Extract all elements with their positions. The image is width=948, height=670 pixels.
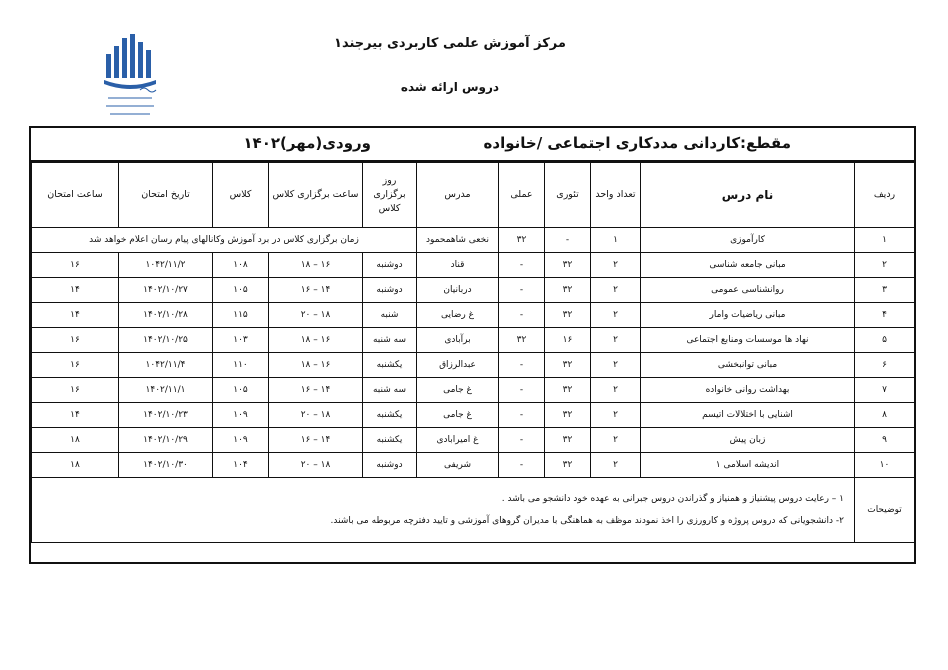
cell-no: ۷ [855, 378, 915, 403]
table-row [32, 303, 915, 328]
cell-units: ۱ [591, 228, 641, 253]
cell-exam-date: ۱۴۰۲/۱۰/۲۷ [119, 278, 213, 303]
cell-theory: ۳۲ [545, 303, 591, 328]
cell-exam-time: ۱۸ [32, 453, 119, 478]
cell-teacher: نخعی شاهمحمود [417, 228, 499, 253]
cell-time: ۱۴ – ۱۶ [269, 428, 363, 453]
cell-units: ۲ [591, 378, 641, 403]
cell-teacher: غ جامی [417, 378, 499, 403]
cell-exam-date: ۱۴۰۲/۱۰/۲۳ [119, 403, 213, 428]
cell-teacher: غ امیرابادی [417, 428, 499, 453]
cell-practical: - [499, 278, 545, 303]
cell-units: ۲ [591, 253, 641, 278]
cell-practical: - [499, 453, 545, 478]
col-header-exam-time: ساعت امتحان [32, 163, 119, 228]
cell-no: ۲ [855, 253, 915, 278]
cell-practical: - [499, 353, 545, 378]
cell-day: دوشنبه [363, 278, 417, 303]
course-table [31, 162, 915, 543]
page-subtitle: دروس ارائه شده [400, 80, 500, 94]
cell-day: سه شنبه [363, 328, 417, 353]
cell-practical: ۳۲ [499, 328, 545, 353]
cell-exam-time: ۱۶ [32, 353, 119, 378]
cell-no: ۹ [855, 428, 915, 453]
cell-room: ۱۱۵ [213, 303, 269, 328]
cell-teacher: عبدالرزاق [417, 353, 499, 378]
cell-practical: - [499, 428, 545, 453]
cell-room: ۱۰۹ [213, 403, 269, 428]
cell-room: ۱۱۰ [213, 353, 269, 378]
cell-teacher: قناد [417, 253, 499, 278]
notes-content [32, 478, 855, 543]
cell-units: ۲ [591, 328, 641, 353]
cell-day: دوشنبه [363, 253, 417, 278]
cell-day: یکشنبه [363, 353, 417, 378]
cell-exam-date: ۱۴۰۲/۱۰/۲۵ [119, 328, 213, 353]
cell-theory: ۳۲ [545, 353, 591, 378]
cell-theory: ۳۲ [545, 278, 591, 303]
table-row [32, 228, 915, 253]
col-header-teacher: مدرس [417, 163, 499, 228]
cell-units: ۲ [591, 428, 641, 453]
cell-units: ۲ [591, 453, 641, 478]
cell-day: دوشنبه [363, 453, 417, 478]
cell-exam-time: ۱۴ [32, 403, 119, 428]
cell-name: کارآموزی [641, 228, 855, 253]
cell-name: روانشناسی عمومی [641, 278, 855, 303]
cell-exam-time: ۱۴ [32, 278, 119, 303]
cell-theory: ۳۲ [545, 453, 591, 478]
cell-exam-date: ۱۴۰۲/۱۰/۳۰ [119, 453, 213, 478]
notes-row [32, 478, 915, 543]
cell-name: اندیشه اسلامی ۱ [641, 453, 855, 478]
table-row [32, 378, 915, 403]
cell-teacher: برآبادی [417, 328, 499, 353]
col-header-day: روز برگزاری کلاس [363, 163, 417, 228]
cell-day: شنبه [363, 303, 417, 328]
cell-exam-time: ۱۴ [32, 303, 119, 328]
cell-time: ۱۸ – ۲۰ [269, 403, 363, 428]
cell-room: ۱۰۵ [213, 378, 269, 403]
section-title: مقطع:کاردانی مددکاری اجتماعی /خانواده [483, 134, 791, 152]
cell-time: ۱۸ – ۲۰ [269, 453, 363, 478]
table-row [32, 353, 915, 378]
cell-practical: - [499, 253, 545, 278]
col-header-name: نام درس [641, 163, 855, 228]
cell-exam-time: ۱۸ [32, 428, 119, 453]
cell-teacher: غ جامی [417, 403, 499, 428]
schedule-header-band [31, 128, 914, 162]
cell-exam-time: ۱۶ [32, 378, 119, 403]
col-header-units: تعداد واحد [591, 163, 641, 228]
cell-day: یکشنبه [363, 403, 417, 428]
cell-no: ۴ [855, 303, 915, 328]
cell-name: مبانی ریاضیات وامار [641, 303, 855, 328]
institution-title: مرکز آموزش علمی کاربردی بیرجند۱ [334, 36, 566, 51]
table-header-row [32, 163, 915, 228]
cell-theory: ۳۲ [545, 253, 591, 278]
table-row [32, 428, 915, 453]
cell-time: ۱۴ – ۱۶ [269, 378, 363, 403]
cell-units: ۲ [591, 278, 641, 303]
cell-theory: - [545, 228, 591, 253]
cell-room: ۱۰۳ [213, 328, 269, 353]
cell-name: زبان پیش [641, 428, 855, 453]
cell-units: ۲ [591, 353, 641, 378]
col-header-no: ردیف [855, 163, 915, 228]
cell-theory: ۳۲ [545, 403, 591, 428]
cell-no: ۶ [855, 353, 915, 378]
cell-room: ۱۰۹ [213, 428, 269, 453]
cell-schedule-note: زمان برگزاری کلاس در برد آموزش وکانالهای پیام رسان اعلام خواهد شد [32, 228, 417, 253]
cell-time: ۱۸ – ۲۰ [269, 303, 363, 328]
entry-title: ورودی(مهر)۱۴۰۲ [243, 134, 371, 152]
col-header-practical: عملی [499, 163, 545, 228]
cell-no: ۵ [855, 328, 915, 353]
cell-name: نهاد ها موسسات ومنابع اجتماعی [641, 328, 855, 353]
cell-time: ۱۶ – ۱۸ [269, 353, 363, 378]
cell-exam-date: ۱۰۴۲/۱۱/۴ [119, 353, 213, 378]
cell-teacher: شریفی [417, 453, 499, 478]
cell-room: ۱۰۴ [213, 453, 269, 478]
table-row [32, 328, 915, 353]
note-line-2: ۲- دانشجویانی که دروس پروژه و کارورزی را اخذ نمودند موظف به هماهنگی با مدیران گروهای آموزشی و تایید دفترچه مربوطه می باشند. [330, 516, 844, 526]
cell-units: ۲ [591, 403, 641, 428]
cell-name: بهداشت روانی خانواده [641, 378, 855, 403]
table-row [32, 403, 915, 428]
cell-practical: - [499, 303, 545, 328]
cell-teacher: دربانیان [417, 278, 499, 303]
col-header-theory: تئوری [545, 163, 591, 228]
cell-no: ۸ [855, 403, 915, 428]
table-row [32, 253, 915, 278]
col-header-exam-date: تاریخ امتحان [119, 163, 213, 228]
col-header-time: ساعت برگزاری کلاس [269, 163, 363, 228]
cell-exam-date: ۱۴۰۲/۱۱/۱ [119, 378, 213, 403]
cell-no: ۳ [855, 278, 915, 303]
cell-units: ۲ [591, 303, 641, 328]
cell-day: سه شنبه [363, 378, 417, 403]
cell-name: مبانی توانبخشی [641, 353, 855, 378]
cell-theory: ۱۶ [545, 328, 591, 353]
cell-practical: ۳۲ [499, 228, 545, 253]
schedule-frame [29, 126, 916, 564]
cell-practical: - [499, 403, 545, 428]
cell-practical: - [499, 378, 545, 403]
cell-exam-time: ۱۶ [32, 253, 119, 278]
cell-no: ۱۰ [855, 453, 915, 478]
cell-theory: ۳۲ [545, 378, 591, 403]
cell-teacher: غ رضایی [417, 303, 499, 328]
note-line-1: ۱ – رعایت دروس پیشنیاز و همنیاز و گذراندن دروس جبرانی به عهده خود دانشجو می باشد . [501, 494, 844, 504]
cell-time: ۱۶ – ۱۸ [269, 253, 363, 278]
cell-no: ۱ [855, 228, 915, 253]
cell-day: یکشنبه [363, 428, 417, 453]
institution-logo [100, 28, 160, 120]
cell-time: ۱۶ – ۱۸ [269, 328, 363, 353]
cell-exam-date: ۱۴۰۲/۱۰/۲۸ [119, 303, 213, 328]
cell-room: ۱۰۵ [213, 278, 269, 303]
cell-exam-time: ۱۶ [32, 328, 119, 353]
cell-exam-date: ۱۴۰۲/۱۰/۲۹ [119, 428, 213, 453]
col-header-room: کلاس [213, 163, 269, 228]
cell-theory: ۳۲ [545, 428, 591, 453]
cell-exam-date: ۱۰۴۲/۱۱/۲ [119, 253, 213, 278]
cell-room: ۱۰۸ [213, 253, 269, 278]
cell-name: اشنایی با اختلالات اتیسم [641, 403, 855, 428]
cell-time: ۱۴ – ۱۶ [269, 278, 363, 303]
notes-label: توضیحات [855, 478, 915, 543]
table-row [32, 453, 915, 478]
cell-name: مبانی جامعه شناسی [641, 253, 855, 278]
table-row [32, 278, 915, 303]
